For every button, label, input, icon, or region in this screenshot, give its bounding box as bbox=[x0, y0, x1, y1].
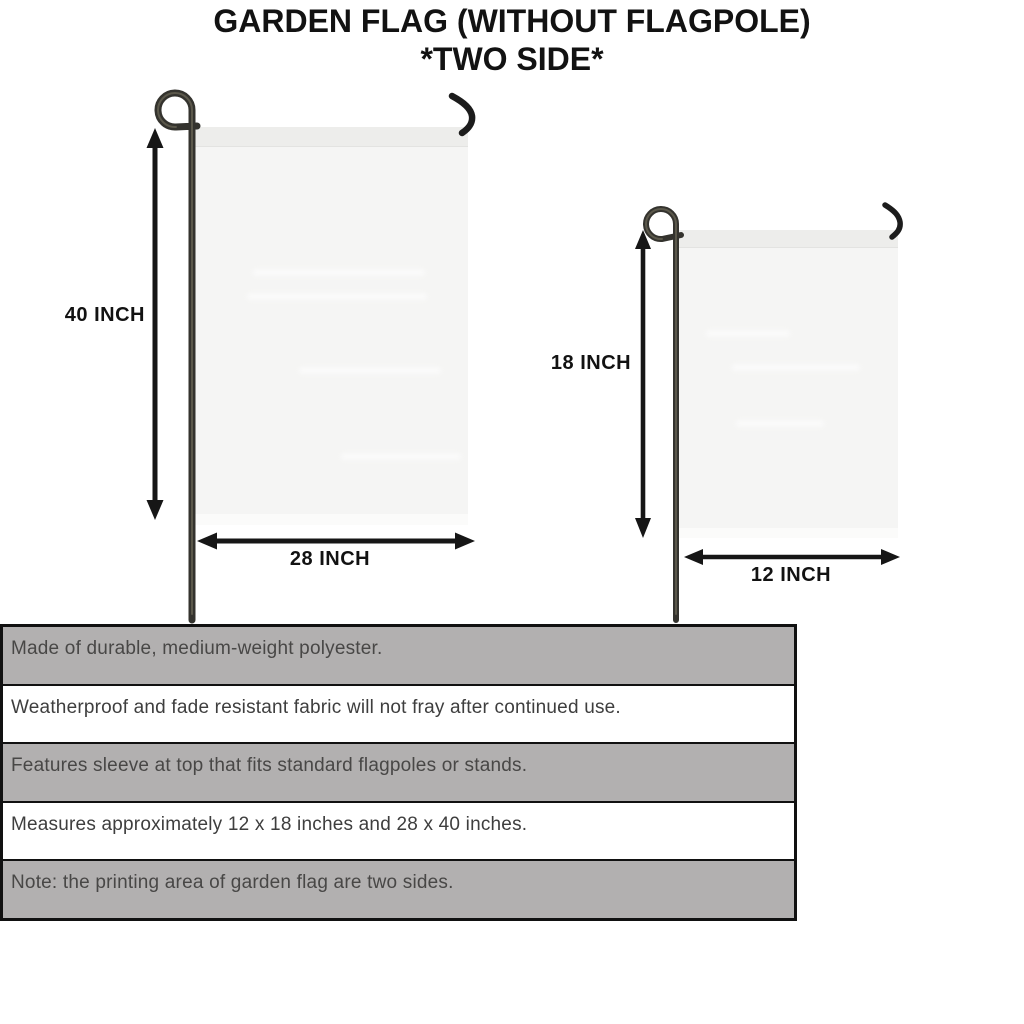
flagpole-large-highlight bbox=[158, 93, 192, 614]
arrow-head-right-icon bbox=[881, 549, 900, 565]
feature-row: Weatherproof and fade resistant fabric will not fray after continued use. bbox=[3, 684, 794, 743]
arrow-head-down-icon bbox=[147, 500, 164, 520]
width-arrow-large bbox=[197, 533, 475, 550]
height-arrow-small bbox=[635, 230, 651, 538]
width-arrow-small bbox=[684, 549, 900, 565]
arrow-head-down-icon bbox=[635, 518, 651, 538]
arrow-head-up-icon bbox=[147, 128, 164, 148]
page-title-line2: *TWO SIDE* bbox=[420, 41, 604, 77]
height-arrow-large bbox=[147, 128, 164, 520]
arrow-head-right-icon bbox=[455, 533, 475, 550]
small-flag-height-label: 18 INCH bbox=[550, 352, 632, 374]
large-flag-width-label: 28 INCH bbox=[289, 548, 371, 570]
feature-row: Features sleeve at top that fits standard flagpoles or stands. bbox=[3, 742, 794, 801]
small-flag-width-label: 12 INCH bbox=[750, 564, 832, 586]
feature-row: Measures approximately 12 x 18 inches and 28 x 40 inches. bbox=[3, 801, 794, 860]
page-title-line1: GARDEN FLAG (WITHOUT FLAGPOLE) bbox=[213, 3, 811, 39]
arrow-head-left-icon bbox=[684, 549, 703, 565]
feature-row: Made of durable, medium-weight polyester. bbox=[3, 627, 794, 684]
arrow-head-left-icon bbox=[197, 533, 217, 550]
feature-row: Note: the printing area of garden flag are two sides. bbox=[3, 859, 794, 918]
flagpole-small-highlight bbox=[646, 209, 676, 614]
flagpole-hook-small-icon bbox=[885, 205, 900, 237]
flagpole-hook-large-icon bbox=[452, 96, 472, 133]
features-table bbox=[0, 624, 797, 921]
large-flag-height-label: 40 INCH bbox=[64, 304, 145, 326]
